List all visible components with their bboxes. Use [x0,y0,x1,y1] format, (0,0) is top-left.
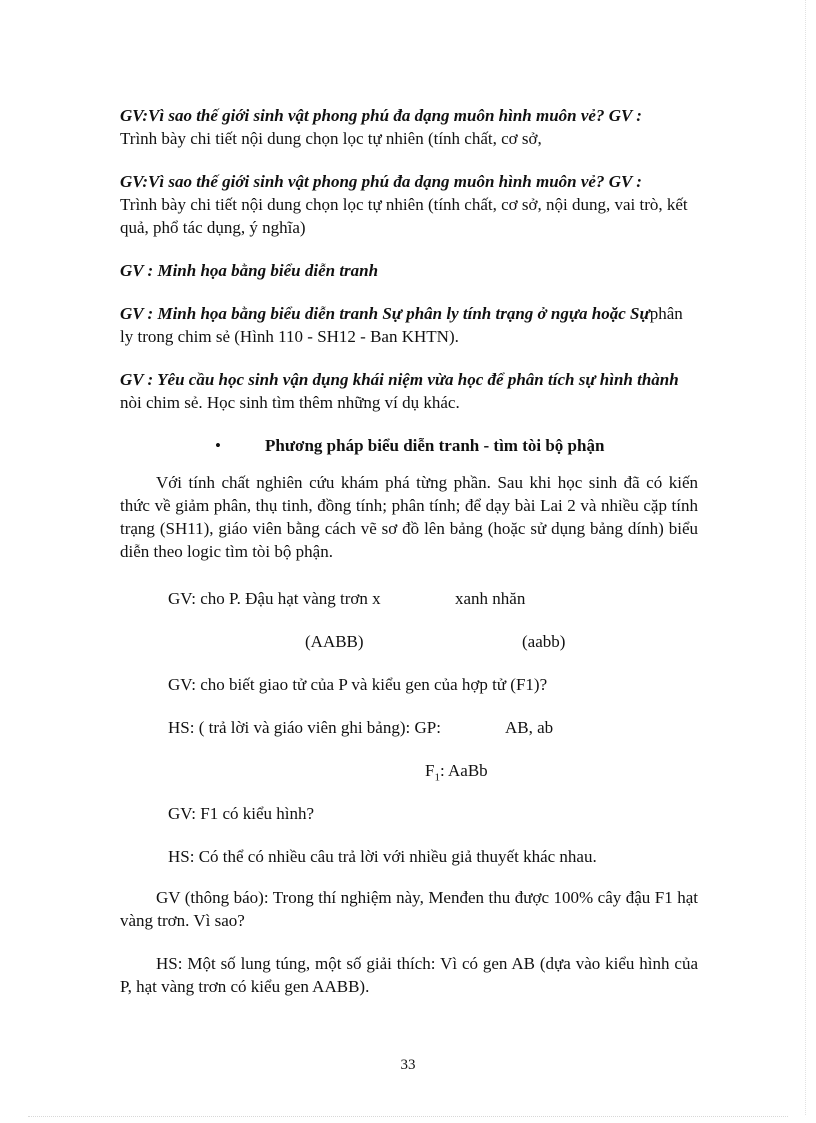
f1-genotype: $F_1$: AaBb [425,761,488,784]
paragraph-gv-question-2 [120,170,698,239]
bold-question: GV : Minh họa bằng biểu diễn tranh Sự phân ly tính trạng ở ngựa hoặc Sự [120,304,650,323]
page-right-divider [805,0,806,1115]
intro-paragraph: Với tính chất nghiên cứu khám phá từng phần. Sau khi học sinh đã có kiến thức về giảm phân, thụ tinh, đồng tính; phân tính; để dạy bài Lai 2 và nhiều cặp tính trạng (SH11), giáo viên bằng cách vẽ sơ đồ lên bảng (hoặc sử dụng bảng dính) biểu diễn theo logic tìm tòi bộ phận. [120,473,698,561]
hs-answer-value: AB, ab [505,718,554,737]
bullet-icon: • [215,436,221,455]
cross-label: GV: cho P. Đậu hạt vàng trơn x [168,589,381,608]
paragraph-gv-request [120,368,698,414]
question-phenotype: GV: F1 có kiểu hình? [168,804,315,823]
paragraph-gv-illustrate-2 [120,302,698,348]
paragraph-gv-illustrate [120,259,698,282]
gv-notice-paragraph: GV (thông báo): Trong thí nghiệm này, Menđen thu được 100% cây đậu F1 hạt vàng trơn. Vì sao? [120,888,698,930]
section-heading: Phương pháp biểu diễn tranh - tìm tòi bộ phận [265,436,605,455]
hs-explanation-paragraph: HS: Một số lung túng, một số giải thích: Vì có gen AB (dựa vào kiểu hình của P, hạt vàng trơn có kiểu gen AABB). [120,954,698,996]
paragraph-gv-question-1 [120,104,698,150]
question-gametes: GV: cho biết giao tử của P và kiểu gen của hợp tử (F1)? [168,675,548,694]
bold-question: GV:Vì sao thế giới sinh vật phong phú đa dạng muôn hình muôn vẻ? GV : [120,106,642,125]
hs-many-answers: HS: Có thể có nhiều câu trả lời với nhiều giả thuyết khác nhau. [168,847,597,866]
paragraph-text: nòi chim sẻ. Học sinh tìm thêm những ví dụ khác. [120,393,460,412]
paragraph-text: Trình bày chi tiết nội dung chọn lọc tự nhiên (tính chất, cơ sở, [120,129,542,148]
page-number: 33 [400,1057,416,1073]
genotype-p2: (aabb) [522,632,566,651]
bold-question: GV : Yêu cầu học sinh vận dụng khái niệm vừa học để phân tích sự hình thành [120,370,679,389]
paragraph-text: Trình bày chi tiết nội dung chọn lọc tự nhiên (tính chất, cơ sở, nội dung, vai trò, kết quả, phổ tác dụng, ý nghĩa) [120,195,688,237]
hs-answer-label: HS: ( trả lời và giáo viên ghi bảng): GP: [168,718,441,737]
paragraph-text: phân ly trong chim sẻ (Hình 110 - SH12 - Ban KHTN). [120,304,683,346]
genotype-p1: (AABB) [305,632,364,651]
page-bottom-divider [28,1116,788,1117]
bold-question: GV:Vì sao thế giới sinh vật phong phú đa dạng muôn hình muôn vẻ? GV : [120,172,642,191]
cross-right: xanh nhăn [455,589,526,608]
bold-question: GV : Minh họa bằng biểu diễn tranh [120,261,379,280]
